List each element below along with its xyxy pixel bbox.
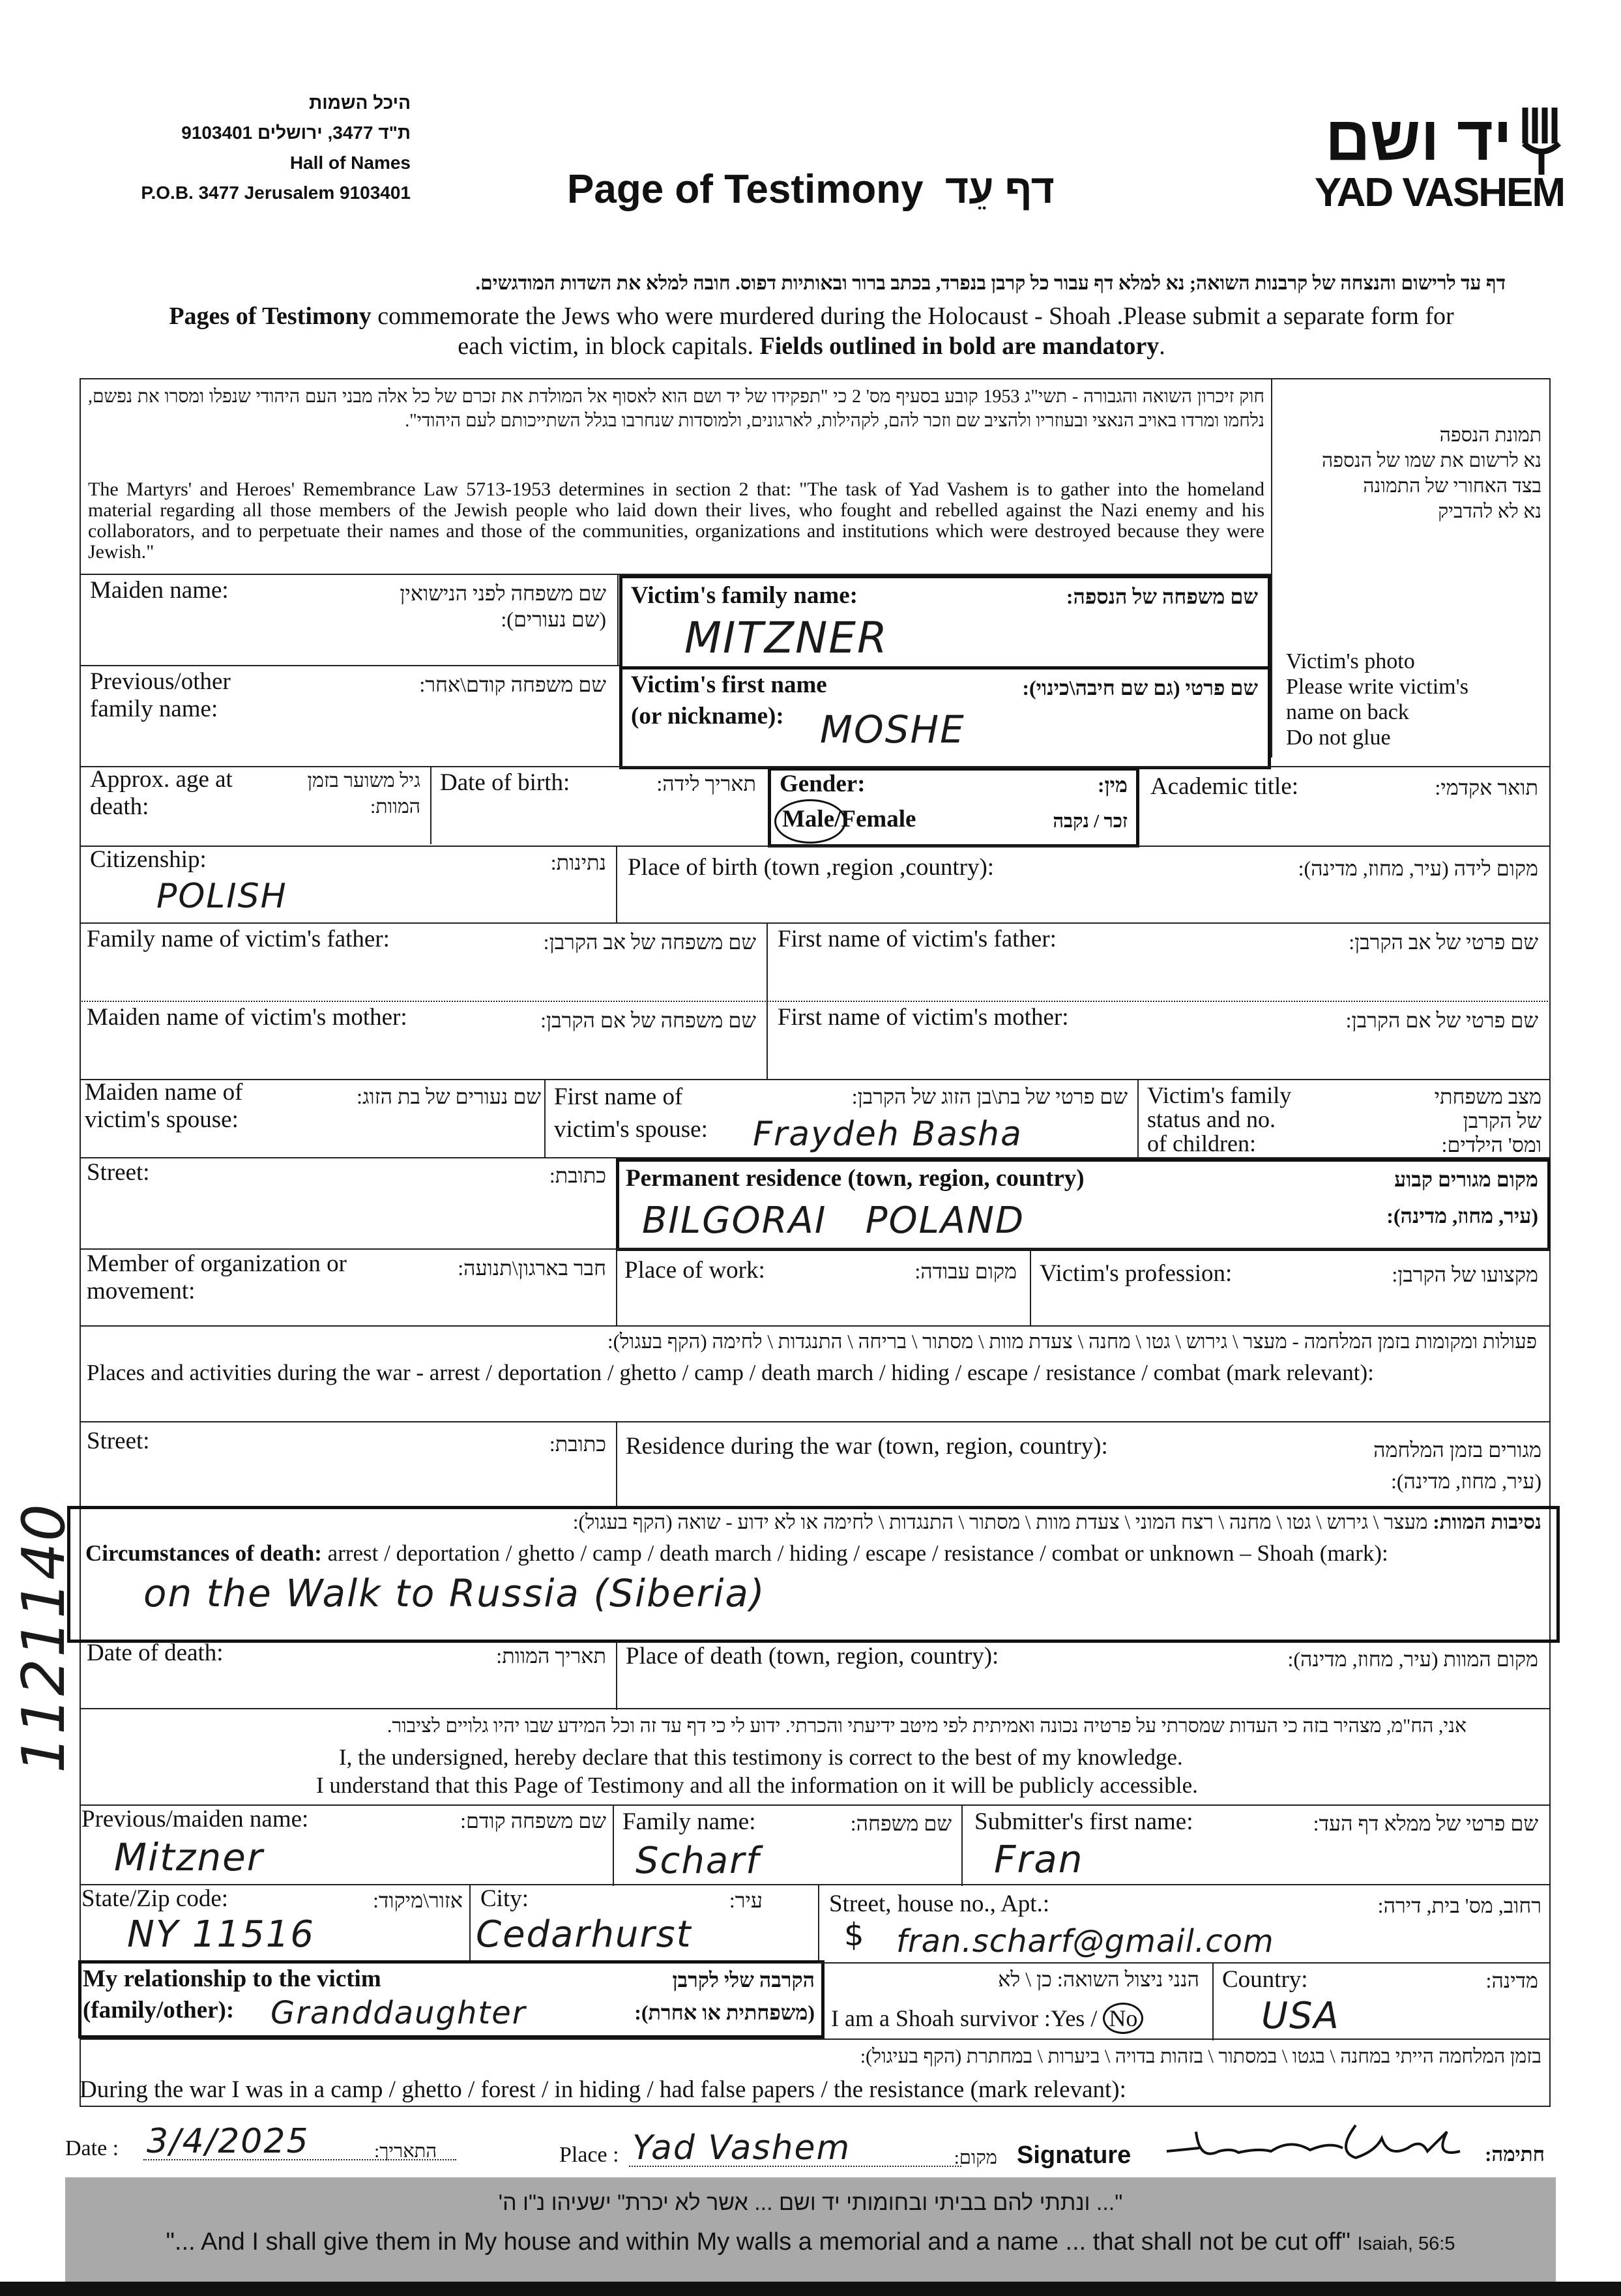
signature-mark-icon[interactable] <box>1160 2112 1473 2171</box>
profession-label-he: מקצועו של הקרבן: <box>1392 1263 1538 1286</box>
submitter-prev-label-he: שם משפחה קודם: <box>460 1809 606 1832</box>
dob-label-he: תאריך לידה: <box>656 772 756 795</box>
submitter-prev-value[interactable]: Mitzner <box>114 1835 264 1879</box>
gender-male-circle <box>774 799 846 844</box>
spouse-first-value[interactable]: Fraydeh Basha <box>753 1115 1023 1154</box>
zip-label: State/Zip code: <box>81 1885 229 1912</box>
col-line <box>961 1804 963 1886</box>
row-line <box>80 1884 1551 1885</box>
prev-name-label-he: שם משפחה קודם\אחר: <box>419 673 606 696</box>
status-he-1: מצב משפחתי <box>1434 1085 1541 1108</box>
age-he-1: גיל משוער בזמן <box>307 770 420 791</box>
submitter-first-label: Submitter's first name: <box>974 1808 1193 1835</box>
circumstances-label-he <box>81 1509 1541 1535</box>
status-he-2: של הקרבן <box>1463 1109 1541 1132</box>
photo-en-1: Victim's photo <box>1286 649 1415 673</box>
submitter-first-value[interactable]: Fran <box>994 1837 1084 1881</box>
photo-he <box>1278 422 1541 524</box>
col-line <box>469 1884 471 1962</box>
row-line <box>80 1708 1551 1709</box>
row-line <box>80 1248 1551 1250</box>
war-street-label-he: כתובת: <box>549 1432 606 1456</box>
maiden-he-1: שם משפחה לפני הנישואין <box>400 581 606 605</box>
residence-value[interactable]: BILGORAI POLAND <box>642 1200 1025 1242</box>
page-title-he: דף עֵד <box>945 167 1055 212</box>
declaration-en-2: I understand that this Page of Testimony and all the information on it will be publicly accessible. <box>316 1773 1198 1798</box>
dob-label: Date of birth: <box>440 769 570 796</box>
quote-en-text: "... And I shall give them in My house and within My walls a memorial and a name ... that shall not be cut off" <box>166 2228 1351 2256</box>
gender-label-he: מין: <box>1097 773 1128 797</box>
quote-he: "... ונתתי להם בביתי ובחומותי יד ושם ... אשר לא יכרת" ישעיהו נ"ו ה' <box>498 2190 1123 2215</box>
spouse-first-label <box>554 1083 708 1143</box>
citizenship-label-he: נתינות: <box>550 851 606 874</box>
maiden-name-label: Maiden name: <box>90 577 229 604</box>
pod-label-he: מקום המוות (עיר, מחוז, מדינה): <box>1287 1647 1538 1671</box>
logo-en: YAD VASHEM <box>1314 170 1564 215</box>
survivor-label-he: הנני ניצול השואה: כן \ לא <box>998 1967 1199 1991</box>
work-label-he: מקום עבודה: <box>914 1259 1017 1283</box>
academic-label-he: תואר אקדמי: <box>1435 776 1538 799</box>
zip-label-he: אזור\מיקוד: <box>373 1889 463 1912</box>
relationship-label-he-1: הקרבה שלי לקרבן <box>672 1968 815 1992</box>
spouse-first-en-2: victim's spouse: <box>554 1116 708 1143</box>
zip-value[interactable]: NY 11516 <box>127 1913 315 1956</box>
victim-first-label <box>631 671 827 730</box>
pob-label-he: מקום לידה (עיר, מחוז, מדינה): <box>1298 857 1538 880</box>
first-en-1: Victim's first name <box>631 671 827 698</box>
page-title-en: Page of Testimony <box>567 167 924 212</box>
intro-en-3: . <box>1159 332 1165 360</box>
col-line <box>616 1248 617 1327</box>
victim-first-value[interactable]: MOSHE <box>820 707 965 752</box>
law-he: חוק זיכרון השואה והגבורה - תשי"ג 1953 קובע בסעיף מס' 2 כי "תפקידו של יד ושם הוא לאסוף אל המולדת את זכרם של כל אלה מבני העם היהודי שנפלו ומסרו את נפשם, נלחמו ומרדו באויב הנאצי ובעוזריו ולהציב שם וזכר להם, לקהילות, לארגונים, ולמוסדות שנחרבו בגלל השתייכותם לעם היהודי". <box>88 387 1264 431</box>
submitter-street-label-he: רחוב, מס' בית, דירה: <box>1377 1894 1541 1917</box>
residence-label-he-1: מקום מגורים קבוע <box>1394 1168 1538 1191</box>
age-label-he <box>274 768 420 820</box>
circumstances-value[interactable]: on the Walk to Russia (Siberia) <box>143 1571 766 1615</box>
survivor-no[interactable]: No <box>1103 2003 1143 2034</box>
family-status-label <box>1147 1083 1291 1156</box>
spouse-maiden-en-2: victim's spouse: <box>85 1106 239 1133</box>
logo-he: יד ושם <box>1325 104 1512 173</box>
mother-maiden-label: Maiden name of victim's mother: <box>87 1004 407 1031</box>
row-line <box>80 1325 1551 1327</box>
col-line <box>617 574 619 665</box>
submitter-first-label-he: שם פרטי של ממלא דף העד: <box>1313 1812 1538 1835</box>
col-line <box>1030 1248 1031 1327</box>
member-label <box>87 1250 347 1305</box>
age-he-2: המוות: <box>370 796 420 817</box>
row-line <box>80 1079 1551 1080</box>
place-label-he: מקום: <box>954 2147 997 2168</box>
spouse-maiden-label <box>85 1079 242 1134</box>
menorah-icon <box>1519 104 1564 176</box>
photo-en-2: Please write victim's <box>1286 675 1468 699</box>
age-en-2: death: <box>90 793 149 820</box>
country-label-he: מדינה: <box>1485 1969 1538 1992</box>
victim-first-label-he: שם פרטי (גם שם חיבה\כינוי): <box>1022 676 1258 699</box>
pod-label: Place of death (town, region, country): <box>626 1643 999 1670</box>
row-line <box>80 2038 1551 2040</box>
date-value[interactable]: 3/4/2025 <box>147 2122 310 2161</box>
spouse-maiden-label-he: שם נעורים של בת הזוג: <box>357 1085 541 1108</box>
status-en-3: of children: <box>1147 1130 1256 1156</box>
status-he-3: ומס' הילדים: <box>1441 1133 1541 1156</box>
circ-en-bold: Circumstances of death: <box>85 1540 322 1566</box>
signature-label: Signature <box>1017 2141 1132 2169</box>
declaration-en-1: I, the undersigned, hereby declare that this testimony is correct to the best of my knowledge. <box>339 1744 1183 1770</box>
col-line <box>613 1804 614 1886</box>
survivor-en: I am a Shoah survivor :Yes / <box>831 2005 1098 2031</box>
signature-label-he: חתימה: <box>1485 2143 1545 2166</box>
member-en-1: Member of organization or <box>87 1250 347 1277</box>
street-label-he: כתובת: <box>549 1164 606 1187</box>
war-residence-label-he <box>1304 1434 1541 1497</box>
photo-he-2: נא לרשום את שמו של הנספה <box>1322 450 1541 471</box>
father-first-label: First name of victim's father: <box>778 926 1057 952</box>
victim-family-label: Victim's family name: <box>631 582 858 609</box>
citizenship-label: Citizenship: <box>90 846 207 873</box>
gender-options-he: זכר / נקבה <box>1053 811 1128 832</box>
war-res-he-2: (עיר, מחוז, מדינה): <box>1391 1469 1541 1493</box>
country-label: Country: <box>1222 1966 1308 1993</box>
row-line <box>80 1421 1551 1422</box>
submitter-family-label-he: שם משפחה: <box>850 1812 952 1835</box>
submitter-street-label: Street, house no., Apt.: <box>829 1891 1050 1917</box>
circumstances-label[interactable] <box>85 1540 1388 1567</box>
submitter-street-value[interactable]: fran.scharf@gmail.com <box>896 1923 1274 1960</box>
father-family-label: Family name of victim's father: <box>87 926 390 952</box>
victim-family-value[interactable]: MITZNER <box>684 613 888 663</box>
city-label-he: עיר: <box>729 1889 763 1912</box>
row-line <box>80 665 619 666</box>
intro-en-2: each victim, in block capitals. <box>458 332 760 360</box>
org-address-block <box>85 88 411 208</box>
relationship-value[interactable]: Granddaughter <box>270 1995 527 2031</box>
prev-en-1: Previous/other <box>90 668 231 695</box>
relationship-label-he-2: (משפחתית או אחרת): <box>634 2001 815 2024</box>
row-line <box>818 1962 1551 1964</box>
circ-he: מעצר \ גירוש \ גטו \ מחנה \ רצח המוני \ צעדת מוות \ מסתור \ התנגדות \ לחימה או לא ידוע - שואה (הקף בעגול): <box>572 1510 1433 1533</box>
org-en-2: P.O.B. 3477 Jerusalem 9103401 <box>141 183 411 203</box>
mother-first-label-he: שם פרטי של אם הקרבן: <box>1345 1008 1538 1032</box>
spouse-first-en-1: First name of <box>554 1083 683 1110</box>
profession-label: Victim's profession: <box>1040 1260 1233 1287</box>
victim-family-label-he: שם משפחה של הנספה: <box>1066 585 1258 608</box>
photo-en-3: name on back <box>1286 700 1409 724</box>
father-family-label-he: שם משפחה של אב הקרבן: <box>543 930 756 954</box>
intro-en-bold-2: Fields outlined in bold are mandatory <box>759 332 1160 360</box>
col-line <box>1137 1079 1139 1157</box>
dollar-icon: $ <box>844 1917 864 1953</box>
city-label: City: <box>480 1885 529 1912</box>
yad-vashem-logo <box>1278 104 1564 222</box>
activities-label-he: פעולות ומקומות בזמן המלחמה - מעצר \ גירוש \ גטו \ מחנה \ צעדת מוות \ מסתור \ בריחה \ התנגדות \ לחימה (הקף בעגול): <box>607 1330 1537 1353</box>
photo-en <box>1286 649 1547 750</box>
first-en-2: (or nickname): <box>631 703 784 729</box>
intro-en-1: commemorate the Jews who were murdered during the Holocaust - Shoah .Please submit a separate form for <box>371 302 1454 330</box>
org-en-1: Hall of Names <box>289 153 411 173</box>
margin-number: 1121140 <box>10 1503 78 1773</box>
place-value[interactable]: Yad Vashem <box>632 2128 851 2168</box>
father-first-label-he: שם פרטי של אב הקרבן: <box>1349 930 1538 954</box>
war-res-he-1: מגורים בזמן המלחמה <box>1373 1438 1541 1462</box>
citizenship-value[interactable]: POLISH <box>156 877 287 916</box>
photo-en-4: Do not glue <box>1286 726 1391 750</box>
pob-label: Place of birth (town ,region ,country): <box>628 854 995 881</box>
quote-ref: Isaiah, 56:5 <box>1357 2233 1455 2254</box>
maiden-he-2: (שם נעורים): <box>501 608 606 631</box>
circ-he-bold: נסיבות המוות: <box>1433 1510 1541 1533</box>
war-street-label: Street: <box>87 1428 150 1454</box>
status-en-1: Victim's family <box>1147 1082 1292 1108</box>
street-label: Street: <box>87 1159 150 1186</box>
academic-label: Academic title: <box>1150 773 1299 800</box>
status-en-2: status and no. <box>1147 1106 1276 1132</box>
age-label <box>90 766 233 821</box>
row-line <box>80 922 1551 924</box>
residence-label-he-2: (עיר, מחוז, מדינה): <box>1386 1204 1538 1228</box>
intro-he: דף עד לרישום והנצחה של קרבנות השואה; נא למלא דף עבור כל קרבן בנפרד, בכתב ברור ובאותיות דפוס. חובה למלא את השדות המודגשים. <box>475 272 1506 294</box>
row-line <box>80 846 1551 847</box>
date-label-he: התאריך: <box>374 2141 437 2162</box>
col-line <box>616 1641 617 1710</box>
intro-en-bold-1: Pages of Testimony <box>169 302 372 330</box>
spouse-first-label-he: שם פרטי של בת\בן הזוג של הקרבן: <box>851 1085 1128 1108</box>
col-line <box>616 846 617 924</box>
work-label: Place of work: <box>624 1257 765 1284</box>
intro-en <box>65 301 1558 361</box>
gender-options[interactable]: Male/Female <box>782 806 916 832</box>
activities-label[interactable]: Places and activities during the war - arrest / deportation / ghetto / camp / death march / hiding / escape / resistance / combat (mark relevant): <box>87 1360 1374 1385</box>
col-line <box>544 1079 546 1157</box>
bottom-shadow <box>0 2282 1621 2296</box>
gender-label: Gender: <box>780 771 866 797</box>
prev-name-label <box>90 668 231 723</box>
declaration-he: אני, הח"מ, מצהיר בזה כי העדות שמסרתי על פרטיה נכונה ואמיתית לפי מיטב ידיעתי והכרתי. ידוע לי כי דף עד זה וכל המידע שבו יהיו גלויים לציבור. <box>387 1715 1467 1737</box>
country-value[interactable]: USA <box>1261 1995 1340 2037</box>
member-en-2: movement: <box>87 1278 196 1304</box>
col-line <box>818 1884 819 1962</box>
col-line <box>616 1421 617 1506</box>
col-line <box>430 766 431 844</box>
maiden-name-label-he <box>313 580 606 632</box>
prev-en-2: family name: <box>90 696 218 722</box>
photo-he-4: נא לא להדביק <box>1438 501 1541 522</box>
law-en: The Martyrs' and Heroes' Remembrance Law 5713-1953 determines in section 2 that: "The task of Yad Vashem is to gather into the homeland material regarding all those members of the Jewish people who laid down their lives, who fought and rebelled against the Nazi enemy and his collaborators, and to perpetuate their names and those of the communities, organizations and institutions which were destroyed because they were Jewish." <box>88 478 1264 563</box>
col-line <box>1212 1962 1214 2040</box>
photo-he-1: תמונת הנספה <box>1439 424 1541 446</box>
dod-label-he: תאריך המוות: <box>496 1644 606 1668</box>
submitter-prev-label: Previous/maiden name: <box>81 1806 309 1832</box>
mother-first-label: First name of victim's mother: <box>778 1004 1069 1031</box>
circ-en: arrest / deportation / ghetto / camp / death march / hiding / escape / resistance / combat or unknown – Shoah (mark): <box>321 1540 1388 1566</box>
mother-maiden-label-he: שם משפחה של אם הקרבן: <box>540 1008 756 1032</box>
war-status-label-he: בזמן המלחמה הייתי במחנה \ בגטו \ במסתור \ בזהות בדויה \ ביערות \ במחתרת (הקף בעיגול): <box>860 2046 1541 2067</box>
spouse-maiden-en-1: Maiden name of <box>85 1079 243 1106</box>
org-he-2: ת"ד 3477, ירושלים 9103401 <box>181 123 411 143</box>
row-line <box>80 1001 1551 1002</box>
date-label: Date : <box>65 2136 119 2160</box>
submitter-family-label: Family name: <box>622 1808 756 1835</box>
dod-label: Date of death: <box>87 1640 224 1666</box>
org-he-1: היכל השמות <box>309 93 411 113</box>
residence-label: Permanent residence (town, region, country) <box>626 1165 1085 1192</box>
city-value[interactable]: Cedarhurst <box>476 1913 692 1956</box>
photo-he-3: בצד האחורי של התמונה <box>1363 475 1541 497</box>
member-label-he: חבר בארגון\תנועה: <box>458 1256 606 1280</box>
submitter-family-value[interactable]: Scharf <box>635 1840 760 1882</box>
family-status-label-he <box>1395 1085 1541 1157</box>
war-residence-label: Residence during the war (town, region, country): <box>626 1433 1108 1460</box>
photo-divider <box>1271 378 1272 758</box>
war-status-label[interactable]: During the war I was in a camp / ghetto / forest / in hiding / had false papers / the resistance (mark relevant): <box>80 2076 1126 2103</box>
rel-en-1: My relationship to the victim <box>83 1965 381 1992</box>
survivor-label[interactable] <box>831 2003 1143 2034</box>
quote-en <box>65 2228 1556 2256</box>
age-en-1: Approx. age at <box>90 766 233 793</box>
rel-en-2: (family/other): <box>83 1997 235 2024</box>
place-label: Place : <box>559 2143 619 2167</box>
